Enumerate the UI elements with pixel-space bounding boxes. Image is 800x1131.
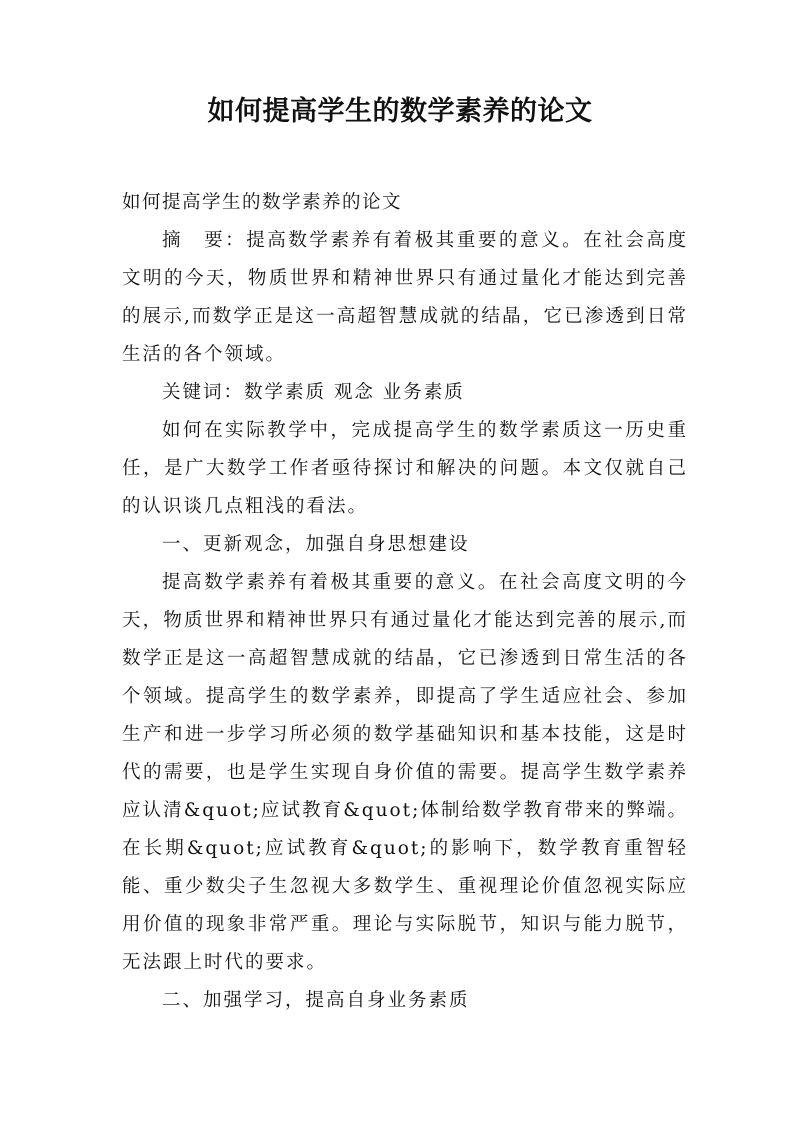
document-subtitle: 如何提高学生的数学素养的论文 <box>122 192 403 213</box>
document-body <box>122 184 688 1020</box>
intro-paragraph: 如何在实际教学中，完成提高学生的数学素质这一历史重任，是广大数学工作者亟待探讨和解决的问题。本文仅就自己的认识谈几点粗浅的看法。 <box>122 420 688 517</box>
section-2-heading: 二、加强学习，提高自身业务素质 <box>162 990 470 1011</box>
document-title: 如何提高学生的数学素养的论文 <box>207 96 593 127</box>
section-1-paragraph: 提高数学素养有着极其重要的意义。在社会高度文明的今天，物质世界和精神世界只有通过量化才能达到完善的展示,而数学正是这一高超智慧成就的结晶，它已渗透到日常生活的各个领域。提高学生的数学素养，即提高了学生适应社会、参加生产和进一步学习所必须的数学基础知识和基本技能，这是时代的需要，也是学生实现自身价值的需要。提高学生数学素养应认清&quot;应试教育&quot;体制给数学教育带来的弊端。在长期&quot;应试教育&quot;的影响下，数学教育重智轻能、重少数尖子生忽视大多数学生、重视理论价值忽视实际应用价值的现象非常严重。理论与实际脱节，知识与能力脱节，无法跟上时代的要求。 <box>122 572 688 973</box>
keywords-line: 关键词：数学素质 观念 业务素质 <box>162 382 465 403</box>
section-1-heading: 一、更新观念，加强自身思想建设 <box>162 534 470 555</box>
abstract-paragraph: 摘 要：提高数学素养有着极其重要的意义。在社会高度文明的今天，物质世界和精神世界只有通过量化才能达到完善的展示,而数学正是这一高超智慧成就的结晶，它已渗透到日常生活的各个领域。 <box>122 230 688 365</box>
